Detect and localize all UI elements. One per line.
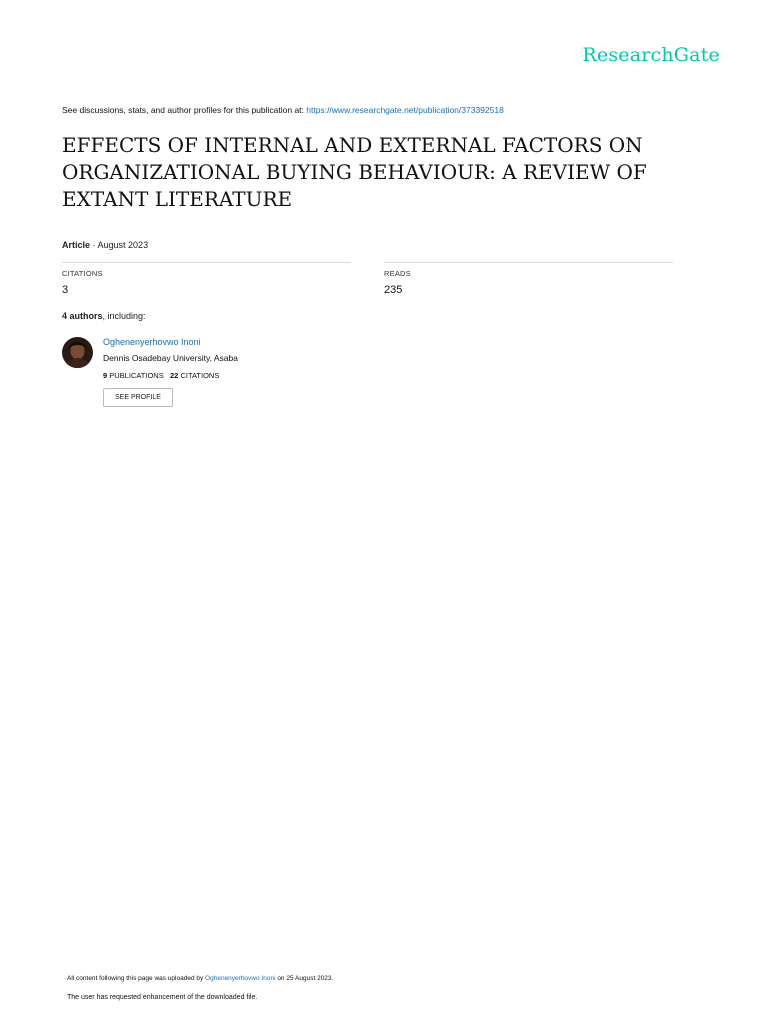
article-date: August 2023 [97,240,149,250]
upload-prefix: All content following this page was uploaded by [67,975,206,982]
author-card [103,337,238,407]
publications-count: 9 [103,371,108,380]
enhancement-note: The user has requested enhancement of the downloaded file. [67,994,258,1001]
paper-title: EFFECTS OF INTERNAL AND EXTERNAL FACTORS ON ORGANIZATIONAL BUYING BEHAVIOUR: A REVIEW OF EXTANT LITERATURE [62,133,647,211]
author-name[interactable]: Oghenenyerhovwo Inoni [103,337,201,347]
author-institution: Dennis Osadebay University, Asaba [103,353,238,363]
upload-suffix: on 25 August 2023. [275,975,334,982]
authors-count: 4 authors [62,311,103,321]
uploader-link[interactable]: Oghenenyerhovwo Inoni [205,975,276,982]
reads-value: 235 [384,284,403,296]
citations-label: CITATIONS [62,269,103,278]
authors-summary [62,311,146,321]
author-citations-label: CITATIONS [180,371,220,380]
discussion-line [62,105,504,115]
reads-label: READS [384,269,411,278]
article-meta [62,240,148,250]
reads-stat [384,262,673,296]
discussion-prefix: See discussions, stats, and author profiles for this publication at: [62,105,307,115]
meta-separator: · [90,240,98,250]
researchgate-logo[interactable]: ResearchGate [582,44,720,66]
citations-value: 3 [62,284,69,296]
publications-label: PUBLICATIONS [109,371,164,380]
authors-including: , including: [102,311,146,321]
citations-stat [62,262,351,296]
author-citations-count: 22 [170,371,179,380]
author-stats [103,371,238,380]
publication-link[interactable]: https://www.researchgate.net/publication/373392518 [306,105,504,115]
upload-note [67,975,333,982]
article-type: Article [62,240,91,250]
author-avatar[interactable] [62,337,93,368]
see-profile-button[interactable]: SEE PROFILE [103,388,173,407]
